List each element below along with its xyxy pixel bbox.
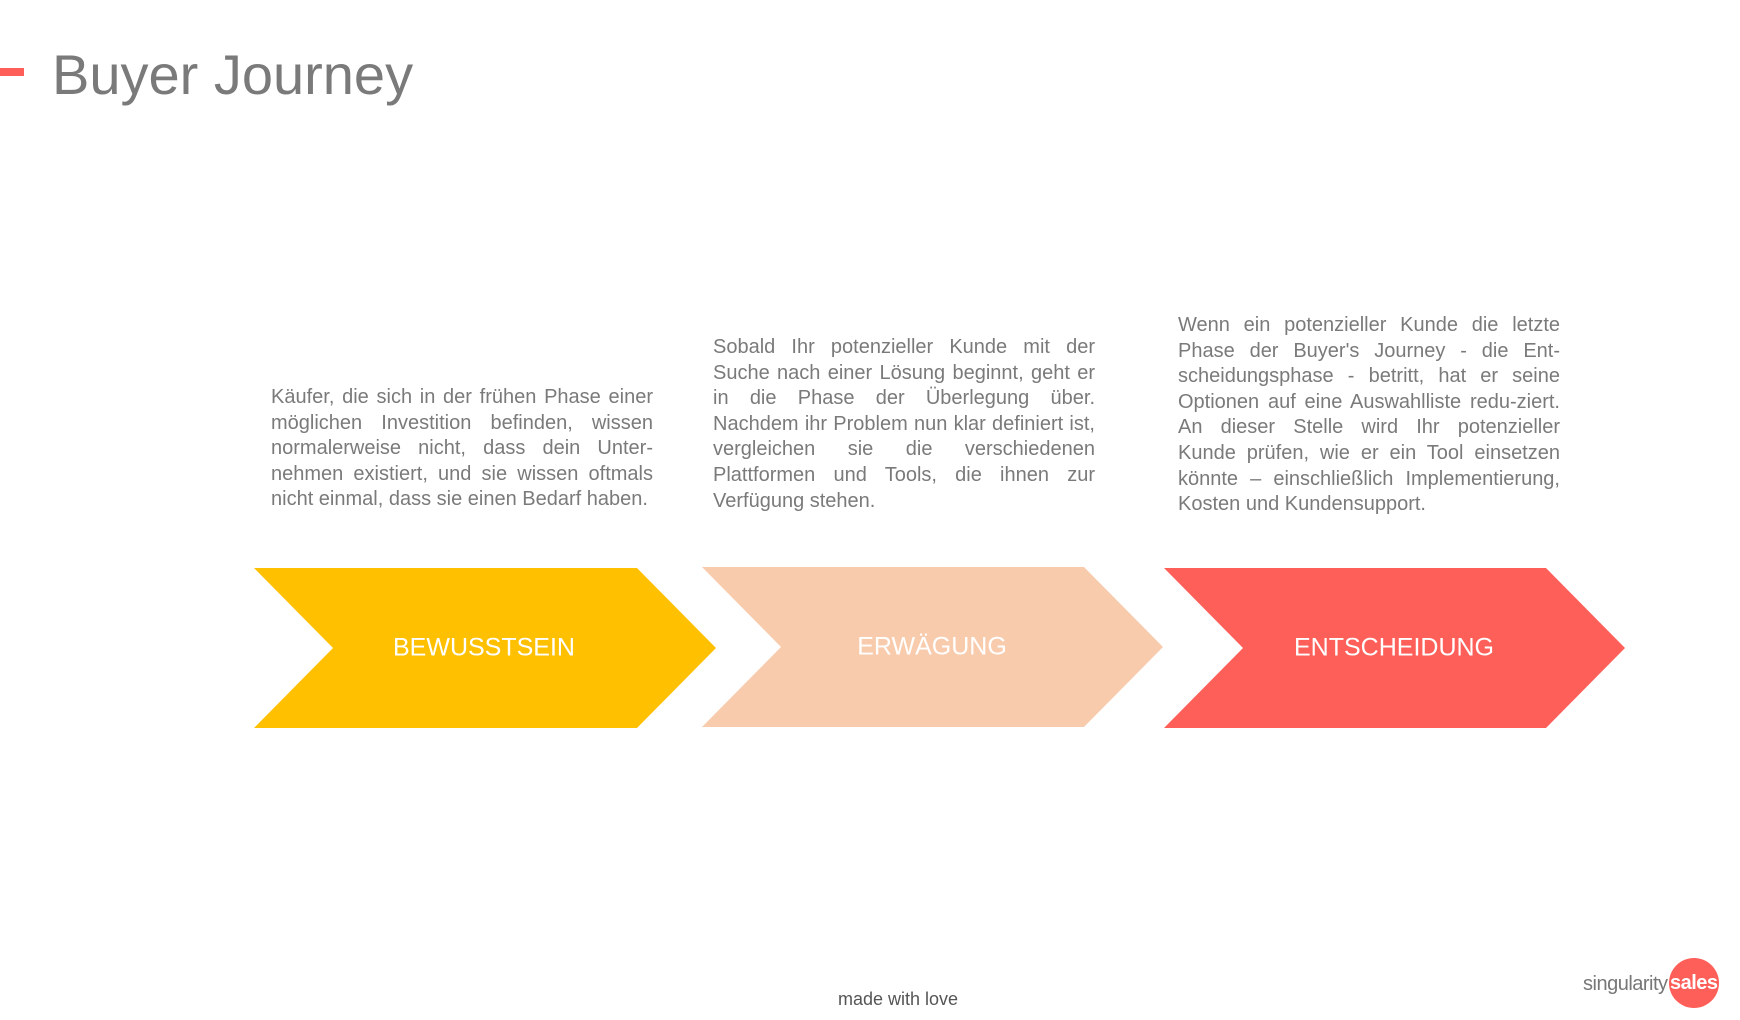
logo-text-light: singularity — [1583, 973, 1668, 995]
page-title: Buyer Journey — [52, 43, 414, 106]
stage-description-consideration: Sobald Ihr potenzieller Kunde mit der Suche nach einer Lösung beginnt, geht er in die Phase der Überlegung über. Nachdem ihr Problem nun klar definiert ist, vergleichen sie die verschiedenen Plattformen und Tools, die ihnen zur Verfügung stehen. — [713, 336, 1095, 512]
chevron-consideration — [702, 567, 1163, 727]
logo-text-bold: sales — [1670, 972, 1718, 994]
company-logo — [1583, 958, 1723, 1010]
footer-text: made with love — [838, 989, 959, 1009]
chevron-awareness — [254, 568, 716, 728]
chevron-decision — [1164, 568, 1625, 728]
stage-description-decision: Wenn ein potenzieller Kunde die letzte Phase der Buyer's Journey - die Ent-scheidungsphase - betritt, hat er seine Optionen auf eine Auswahlliste redu-ziert. An dieser Stelle wird Ihr potenzieller Kunde prüfen, wie er ein Tool einsetzen könnte – einschließlich Implementierung, Kosten und Kundensupport. — [1178, 314, 1560, 516]
stage-description-awareness: Käufer, die sich in der frühen Phase einer möglichen Investition befinden, wissen normalerweise nicht, dass dein Unter-nehmen existiert, und sie wissen oftmals nicht einmal, dass sie einen Bedarf haben. — [271, 386, 653, 511]
chevron-consideration-label: ERWÄGUNG — [857, 632, 1007, 661]
chevron-decision-label: ENTSCHEIDUNG — [1293, 633, 1495, 662]
chevron-awareness-label: BEWUSSTSEIN — [393, 633, 575, 662]
